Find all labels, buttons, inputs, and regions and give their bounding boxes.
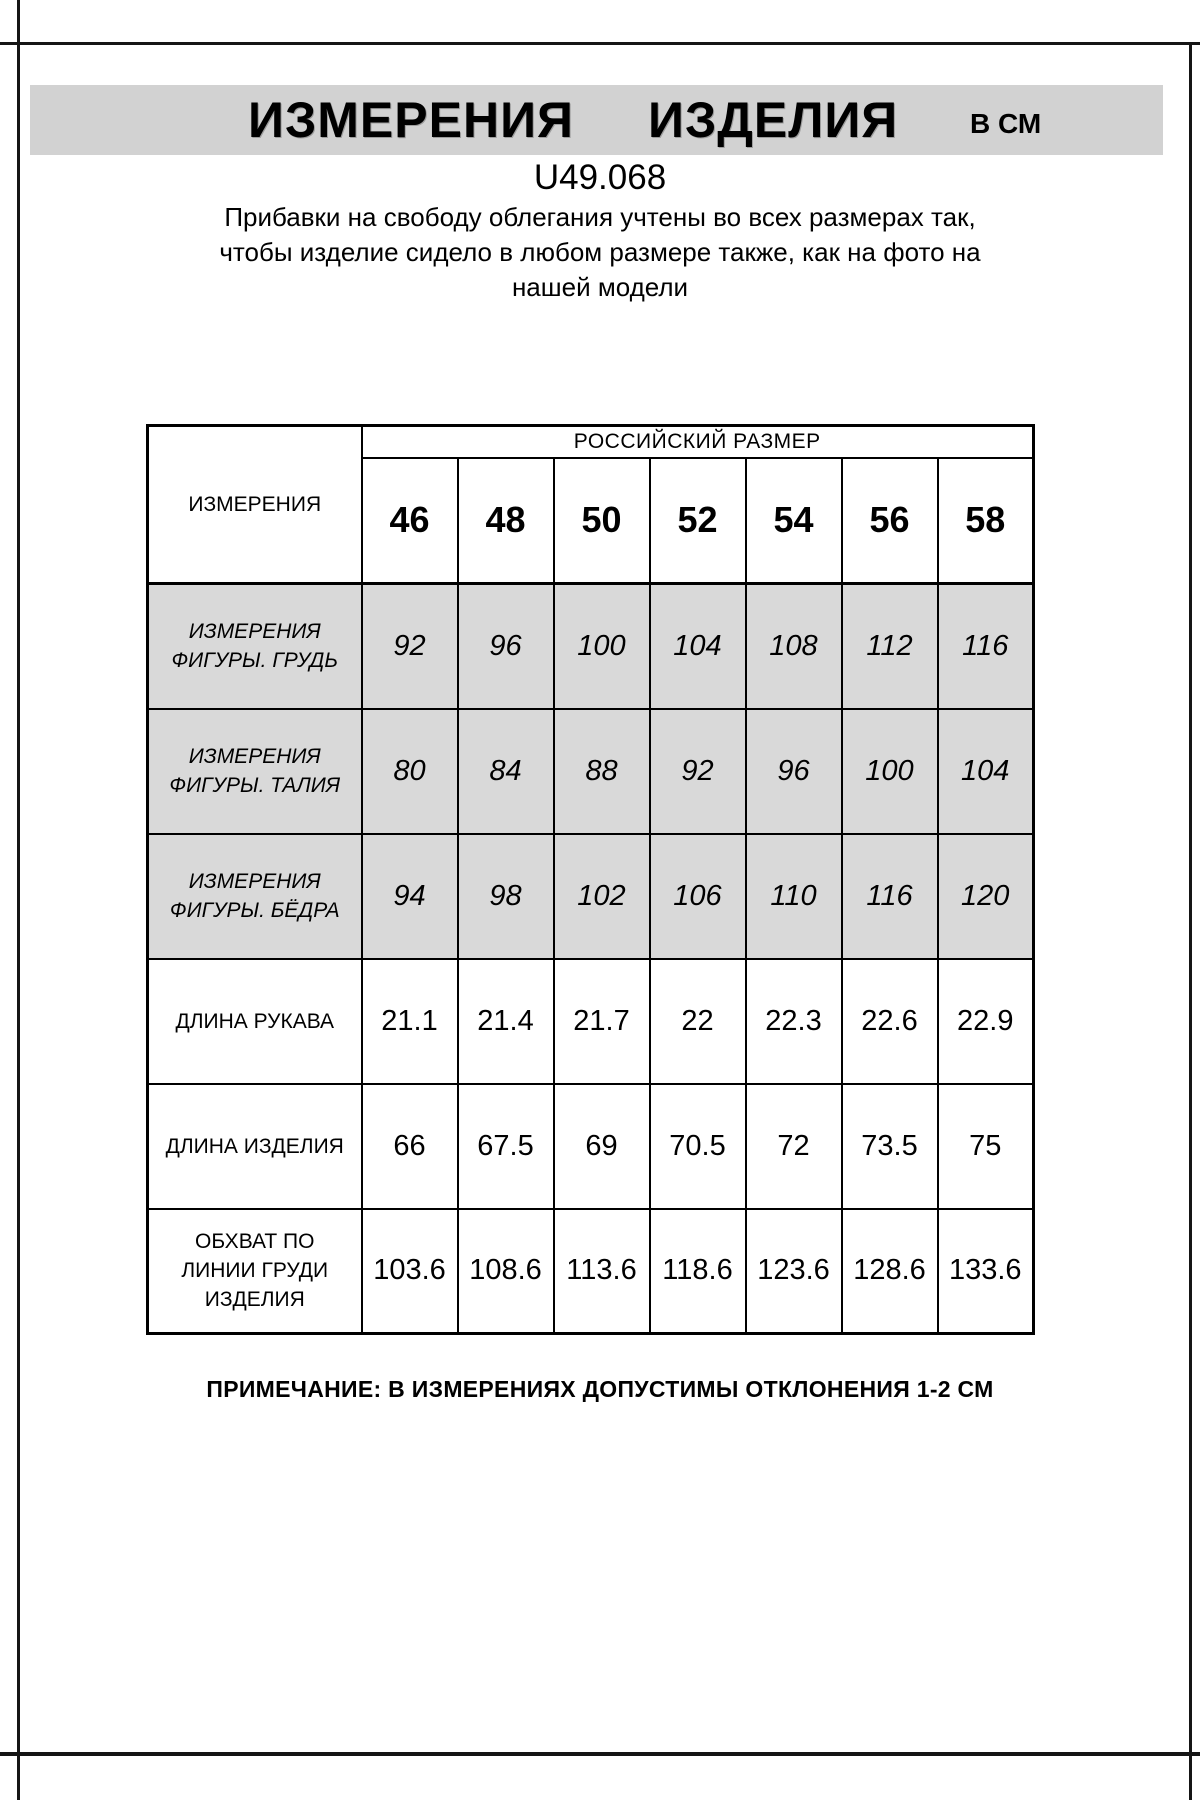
title-banner [30,85,1163,155]
size-column-header: 50 [554,458,650,584]
row-label: ОБХВАТ ПО ЛИНИИ ГРУДИ ИЗДЕЛИЯ [148,1209,362,1334]
measurement-value: 66 [362,1084,458,1209]
measurement-value: 21.1 [362,959,458,1084]
measurement-value: 113.6 [554,1209,650,1334]
measurement-value: 72 [746,1084,842,1209]
measurement-value: 100 [554,584,650,709]
measurement-value: 88 [554,709,650,834]
intro-line: чтобы изделие сидело в любом размере также, как на фото на [219,237,981,267]
row-label: ИЗМЕРЕНИЯ ФИГУРЫ. ГРУДЬ [148,584,362,709]
banner-title-product: ИЗДЕЛИЯ [648,92,899,148]
intro-text [0,200,1200,305]
measurement-value: 80 [362,709,458,834]
measurement-value: 73.5 [842,1084,938,1209]
measurement-value: 116 [842,834,938,959]
measurement-value: 84 [458,709,554,834]
size-column-header: 52 [650,458,746,584]
measurement-row-chest-girth-garment [148,1209,1034,1334]
table-corner-label: ИЗМЕРЕНИЯ [148,426,362,584]
measurement-value: 123.6 [746,1209,842,1334]
size-column-header: 56 [842,458,938,584]
intro-line: Прибавки на свободу облегания учтены во всех размерах так, [224,202,976,232]
measurement-value: 108 [746,584,842,709]
measurement-value: 70.5 [650,1084,746,1209]
row-label: ИЗМЕРЕНИЯ ФИГУРЫ. ТАЛИЯ [148,709,362,834]
measurement-row-garment-length [148,1084,1034,1209]
frame-border-right [1189,42,1192,1800]
measurement-value: 92 [650,709,746,834]
measurement-value: 128.6 [842,1209,938,1334]
measurement-row-sleeve-length [148,959,1034,1084]
size-column-header: 54 [746,458,842,584]
measurement-value: 98 [458,834,554,959]
measurement-value: 22.9 [938,959,1034,1084]
russian-size-header: РОССИЙСКИЙ РАЗМЕР [362,426,1034,458]
measurement-value: 94 [362,834,458,959]
measurement-value: 96 [746,709,842,834]
measurement-row-hips [148,834,1034,959]
intro-line: нашей модели [511,272,689,302]
measurement-value: 100 [842,709,938,834]
size-column-header: 46 [362,458,458,584]
measurement-row-waist [148,709,1034,834]
measurement-value: 112 [842,584,938,709]
banner-unit-label: В СМ [970,108,1042,140]
measurement-value: 69 [554,1084,650,1209]
measurement-value: 22.3 [746,959,842,1084]
measurement-value: 92 [362,584,458,709]
measurement-value: 96 [458,584,554,709]
measurement-value: 102 [554,834,650,959]
measurement-value: 104 [938,709,1034,834]
measurement-row-chest [148,584,1034,709]
row-label: ИЗМЕРЕНИЯ ФИГУРЫ. БЁДРА [148,834,362,959]
frame-border-top [0,42,1200,45]
note-text: ПРИМЕЧАНИЕ: В ИЗМЕРЕНИЯХ ДОПУСТИМЫ ОТКЛОНЕНИЯ 1-2 СМ [206,1376,994,1402]
size-table [146,424,1035,1335]
measurement-value: 67.5 [458,1084,554,1209]
measurement-value: 110 [746,834,842,959]
row-label: ДЛИНА РУКАВА [148,959,362,1084]
measurement-value: 21.7 [554,959,650,1084]
measurement-value: 22.6 [842,959,938,1084]
row-label: ДЛИНА ИЗДЕЛИЯ [148,1084,362,1209]
size-column-header: 48 [458,458,554,584]
measurement-value: 133.6 [938,1209,1034,1334]
measurement-value: 21.4 [458,959,554,1084]
measurement-value: 22 [650,959,746,1084]
measurement-value: 118.6 [650,1209,746,1334]
measurement-value: 103.6 [362,1209,458,1334]
measurement-value: 108.6 [458,1209,554,1334]
measurement-value: 75 [938,1084,1034,1209]
group-header-row [148,426,1034,458]
measurement-value: 116 [938,584,1034,709]
banner-title-measurements: ИЗМЕРЕНИЯ [248,92,574,148]
product-code: U49.068 [533,158,667,197]
size-column-header: 58 [938,458,1034,584]
measurement-value: 120 [938,834,1034,959]
measurement-value: 106 [650,834,746,959]
frame-border-bottom [0,1752,1200,1756]
measurement-value: 104 [650,584,746,709]
